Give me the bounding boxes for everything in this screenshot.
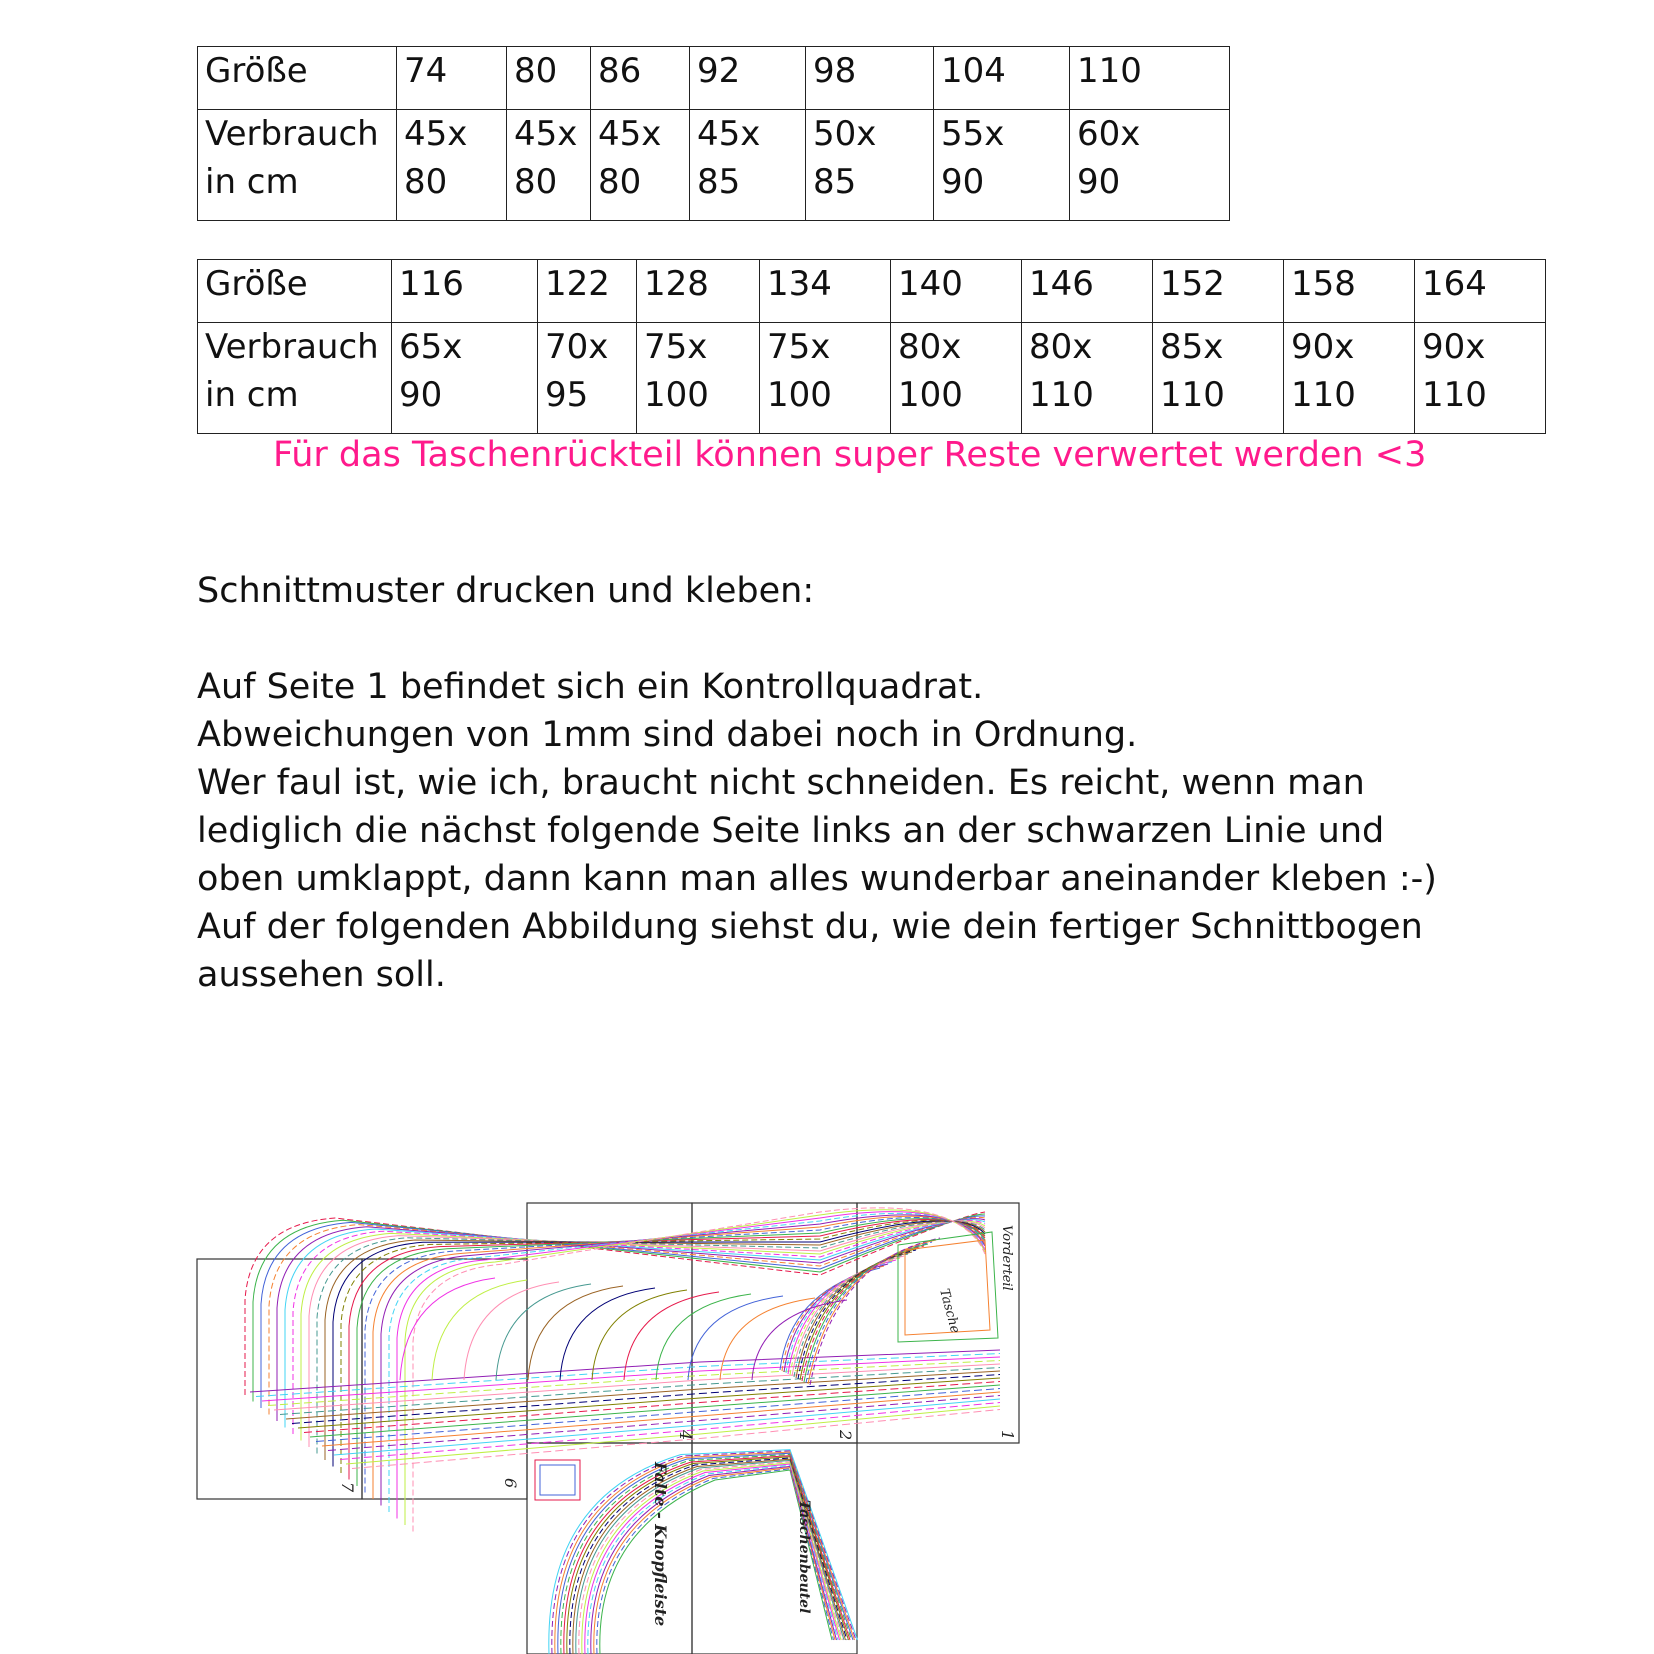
row-header-cell: Größe bbox=[198, 260, 392, 323]
label-pocket: Tasche bbox=[936, 1287, 963, 1335]
cell-line: 45x bbox=[598, 114, 662, 154]
pattern-line bbox=[535, 1460, 580, 1500]
cell-line: 110 bbox=[1160, 375, 1225, 415]
value-cell: 140 bbox=[891, 260, 1022, 323]
value-cell: 110 bbox=[1070, 47, 1230, 110]
cell-line: 45x bbox=[514, 114, 578, 154]
value-cell: 80 bbox=[507, 47, 591, 110]
cell-line: 80x bbox=[1029, 327, 1093, 367]
cell-line: 80 bbox=[598, 162, 642, 202]
fabric-note: Für das Taschenrückteil können super Reste verwertet werden <3 bbox=[273, 435, 1427, 475]
cell-line: 110 bbox=[1291, 375, 1356, 415]
value-cell: 98 bbox=[806, 47, 934, 110]
instruction-line: oben umklappt, dann kann man alles wunderbar aneinander kleben :-) bbox=[197, 859, 1437, 899]
cell-line: in cm bbox=[205, 162, 299, 202]
page-number-2: 2 bbox=[836, 1430, 855, 1441]
cell-line: 80 bbox=[404, 162, 448, 202]
cell-line: 110 bbox=[1029, 375, 1094, 415]
cell-line: 90 bbox=[1077, 162, 1121, 202]
value-cell: 134 bbox=[760, 260, 891, 323]
cell-line: 90x bbox=[1422, 327, 1486, 367]
label-front: Vorderteil bbox=[999, 1225, 1014, 1291]
page-number-4: 4 bbox=[676, 1430, 695, 1441]
cell-line: 80x bbox=[898, 327, 962, 367]
cell-line: 55x bbox=[941, 114, 1005, 154]
value-cell: 146 bbox=[1022, 260, 1153, 323]
cell-line: 85x bbox=[1160, 327, 1224, 367]
page-number-1: 1 bbox=[998, 1430, 1017, 1441]
instructions-heading: Schnittmuster drucken und kleben: bbox=[197, 571, 815, 611]
cell-line: 90 bbox=[941, 162, 985, 202]
page-number-7: 7 bbox=[338, 1482, 357, 1493]
value-cell: 152 bbox=[1153, 260, 1284, 323]
cell-line: 110 bbox=[1422, 375, 1487, 415]
row-header-cell: Größe bbox=[198, 47, 397, 110]
cell-line: 75x bbox=[767, 327, 831, 367]
cell-line: 50x bbox=[813, 114, 877, 154]
cell-line: 100 bbox=[644, 375, 709, 415]
value-cell: 92 bbox=[690, 47, 806, 110]
page-number-6: 6 bbox=[501, 1478, 520, 1489]
label-pocket-bag: Taschenbeutel bbox=[796, 1500, 812, 1614]
pattern-line bbox=[346, 1406, 1000, 1464]
cell-line: Verbrauch bbox=[205, 327, 379, 367]
pattern-line bbox=[528, 1286, 623, 1380]
value-cell: 122 bbox=[538, 260, 637, 323]
instruction-line: lediglich die nächst folgende Seite links an der schwarzen Linie und bbox=[197, 811, 1385, 851]
instruction-line: Abweichungen von 1mm sind dabei noch in Ordnung. bbox=[197, 715, 1138, 755]
cell-line: 80 bbox=[514, 162, 558, 202]
value-cell: 116 bbox=[392, 260, 538, 323]
cell-line: Verbrauch bbox=[205, 114, 379, 154]
value-cell: 86 bbox=[591, 47, 690, 110]
cell-line: 95 bbox=[545, 375, 589, 415]
cell-line: in cm bbox=[205, 375, 299, 415]
pattern-line bbox=[800, 1248, 920, 1380]
cell-line: 100 bbox=[767, 375, 832, 415]
pattern-line bbox=[656, 1294, 751, 1380]
pattern-line bbox=[496, 1284, 591, 1380]
value-cell: 74 bbox=[397, 47, 507, 110]
cell-line: 60x bbox=[1077, 114, 1141, 154]
value-cell: 104 bbox=[934, 47, 1070, 110]
cell-line: 85 bbox=[697, 162, 741, 202]
value-cell: 128 bbox=[637, 260, 760, 323]
pattern-line bbox=[340, 1403, 1000, 1460]
label-placket: Falte - Knopfleiste bbox=[651, 1462, 670, 1627]
cell-line: 45x bbox=[404, 114, 468, 154]
cell-line: 90 bbox=[399, 375, 443, 415]
instruction-line: Auf Seite 1 befindet sich ein Kontrollquadrat. bbox=[197, 667, 984, 707]
cell-line: 75x bbox=[644, 327, 708, 367]
value-cell: 164 bbox=[1415, 260, 1546, 323]
cell-line: 70x bbox=[545, 327, 609, 367]
pattern-line bbox=[624, 1292, 719, 1380]
value-cell: 158 bbox=[1284, 260, 1415, 323]
pattern-line bbox=[432, 1280, 527, 1380]
pattern-line bbox=[464, 1282, 559, 1380]
instruction-line: Wer faul ist, wie ich, braucht nicht schneiden. Es reicht, wenn man bbox=[197, 763, 1365, 803]
cell-line: 85 bbox=[813, 162, 857, 202]
cell-line: 45x bbox=[697, 114, 761, 154]
cell-line: 90x bbox=[1291, 327, 1355, 367]
instruction-line: Auf der folgenden Abbildung siehst du, wie dein fertiger Schnittbogen bbox=[197, 907, 1423, 947]
cell-line: 100 bbox=[898, 375, 963, 415]
pattern-line bbox=[784, 1264, 888, 1372]
instruction-line: aussehen soll. bbox=[197, 955, 446, 995]
cell-line: 65x bbox=[399, 327, 463, 367]
pattern-page-7 bbox=[197, 1259, 362, 1499]
pattern-line bbox=[540, 1465, 575, 1495]
